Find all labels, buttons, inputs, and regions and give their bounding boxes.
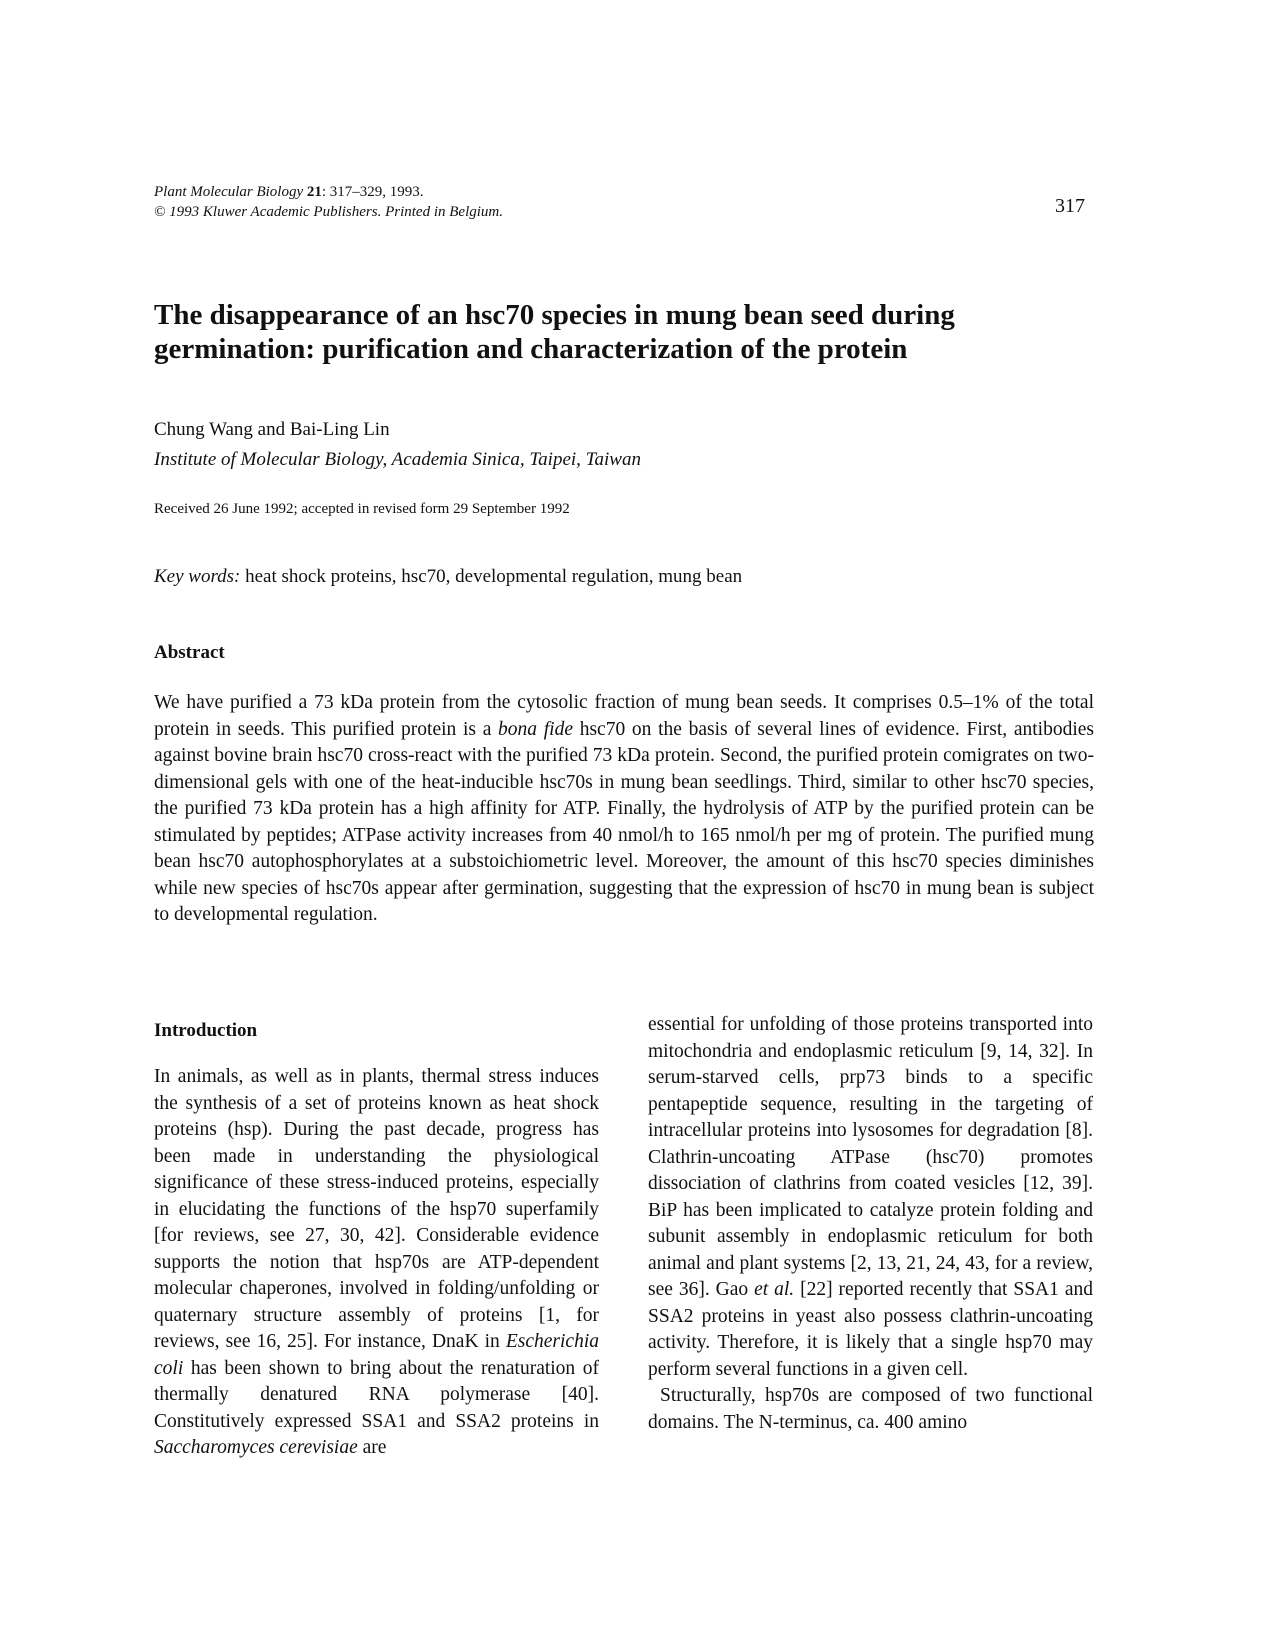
- journal-pages: : 317–329, 1993.: [321, 184, 424, 200]
- journal-line: [154, 182, 503, 202]
- intro-right-etal: et al.: [754, 1279, 795, 1300]
- copyright-line: © 1993 Kluwer Academic Publishers. Printed in Belgium.: [154, 204, 503, 220]
- keywords-label: Key words:: [154, 566, 241, 587]
- abstract-bona-fide: bona fide: [498, 718, 573, 740]
- abstract-text: [154, 690, 1094, 929]
- intro-left-part-1: In animals, as well as in plants, thermal stress induces the synthesis of a set of proteins known as heat shock proteins (hsp). During the past decade, progress has been made in understanding the physiological significance of these stress-induced proteins, especially in elucidating the functions of the hsp70 superfamily [for reviews, see 27, 30, 42]. Considerable evidence supports the notion that hsp70s are ATP-dependent molecular chaperones, involved in folding/unfolding or quaternary structure assembly of proteins [1, for reviews, see 16, 25]. For instance, DnaK in: [154, 1066, 599, 1352]
- abstract-part-2: hsc70 on the basis of several lines of evidence. First, antibodies against bovine brain hsc70 cross-react with the purified 73 kDa protein. Second, the purified protein comigrates on two-dimensional gels with one of the heat-inducible hsc70s in mung bean seedlings. Third, similar to other hsc70 species, the purified 73 kDa protein has a high affinity for ATP. Finally, the hydrolysis of ATP by the purified protein can be stimulated by peptides; ATPase activity increases from 40 nmol/h to 165 nmol/h per mg of protein. The purified mung bean hsc70 autophosphorylates at a substoichiometric level. Moreover, the amount of this hsc70 species diminishes while new species of hsc70s appear after germination, suggesting that the expression of hsc70 in mung bean is subject to developmental regulation.: [154, 718, 1094, 925]
- keywords: [154, 566, 742, 588]
- intro-paragraph-1: [154, 1064, 599, 1462]
- intro-right-part-1: essential for unfolding of those proteins transported into mitochondria and endoplasmic reticulum [9, 14, 32]. In serum-starved cells, prp73 binds to a specific pentapeptide sequence, resulting in the targeting of intracellular proteins into lysosomes for degradation [8]. Clathrin-uncoating ATPase (hsc70) promotes dissociation of clathrins from coated vesicles [12, 39]. BiP has been implicated to catalyze protein folding and subunit assembly in endoplasmic reticulum for both animal and plant systems [2, 13, 21, 24, 43, for a review, see 36]. Gao: [648, 1014, 1093, 1300]
- abstract-heading: Abstract: [154, 642, 225, 663]
- intro-paragraph-2: Structurally, hsp70s are composed of two functional domains. The N-terminus, ca. 400 amino: [648, 1385, 1093, 1433]
- keywords-list: heat shock proteins, hsc70, developmental regulation, mung bean: [240, 566, 743, 587]
- journal-volume: 21: [306, 184, 322, 200]
- introduction-heading: Introduction: [154, 1020, 258, 1041]
- journal-name: Plant Molecular Biology: [154, 184, 304, 200]
- abstract-part-1: We have purified a 73 kDa protein from the cytosolic fraction of mung bean seeds. It comprises 0.5–1% of the total protein in seeds. This purified protein is a: [154, 692, 1094, 740]
- intro-left-scer: Saccharomyces cerevisiae: [154, 1437, 358, 1458]
- intro-left-ecoli: Escherichia coli: [154, 1331, 599, 1379]
- affiliation: Institute of Molecular Biology, Academia Sinica, Taipei, Taiwan: [154, 449, 641, 470]
- page-number: 317: [1055, 195, 1085, 217]
- authors: Chung Wang and Bai-Ling Lin: [154, 419, 390, 440]
- left-column: [154, 1064, 599, 1462]
- article-title: The disappearance of an hsc70 species in mung bean seed during germination: purification and characterization of the protein: [154, 299, 955, 365]
- intro-paragraph-1-cont: [648, 1012, 1093, 1383]
- journal-citation: [154, 182, 503, 222]
- received-dates: Received 26 June 1992; accepted in revised form 29 September 1992: [154, 501, 570, 517]
- intro-left-part-2: has been shown to bring about the renaturation of thermally denatured RNA polymerase [40]. Constitutively expressed SSA1 and SSA2 proteins in: [154, 1357, 599, 1432]
- intro-left-part-3: are: [357, 1437, 387, 1458]
- right-column: [648, 1012, 1093, 1436]
- intro-right-part-2: [22] reported recently that SSA1 and SSA2 proteins in yeast also possess clathrin-uncoating activity. Therefore, it is likely that a single hsp70 may perform several functions in a given cell.: [648, 1279, 1093, 1380]
